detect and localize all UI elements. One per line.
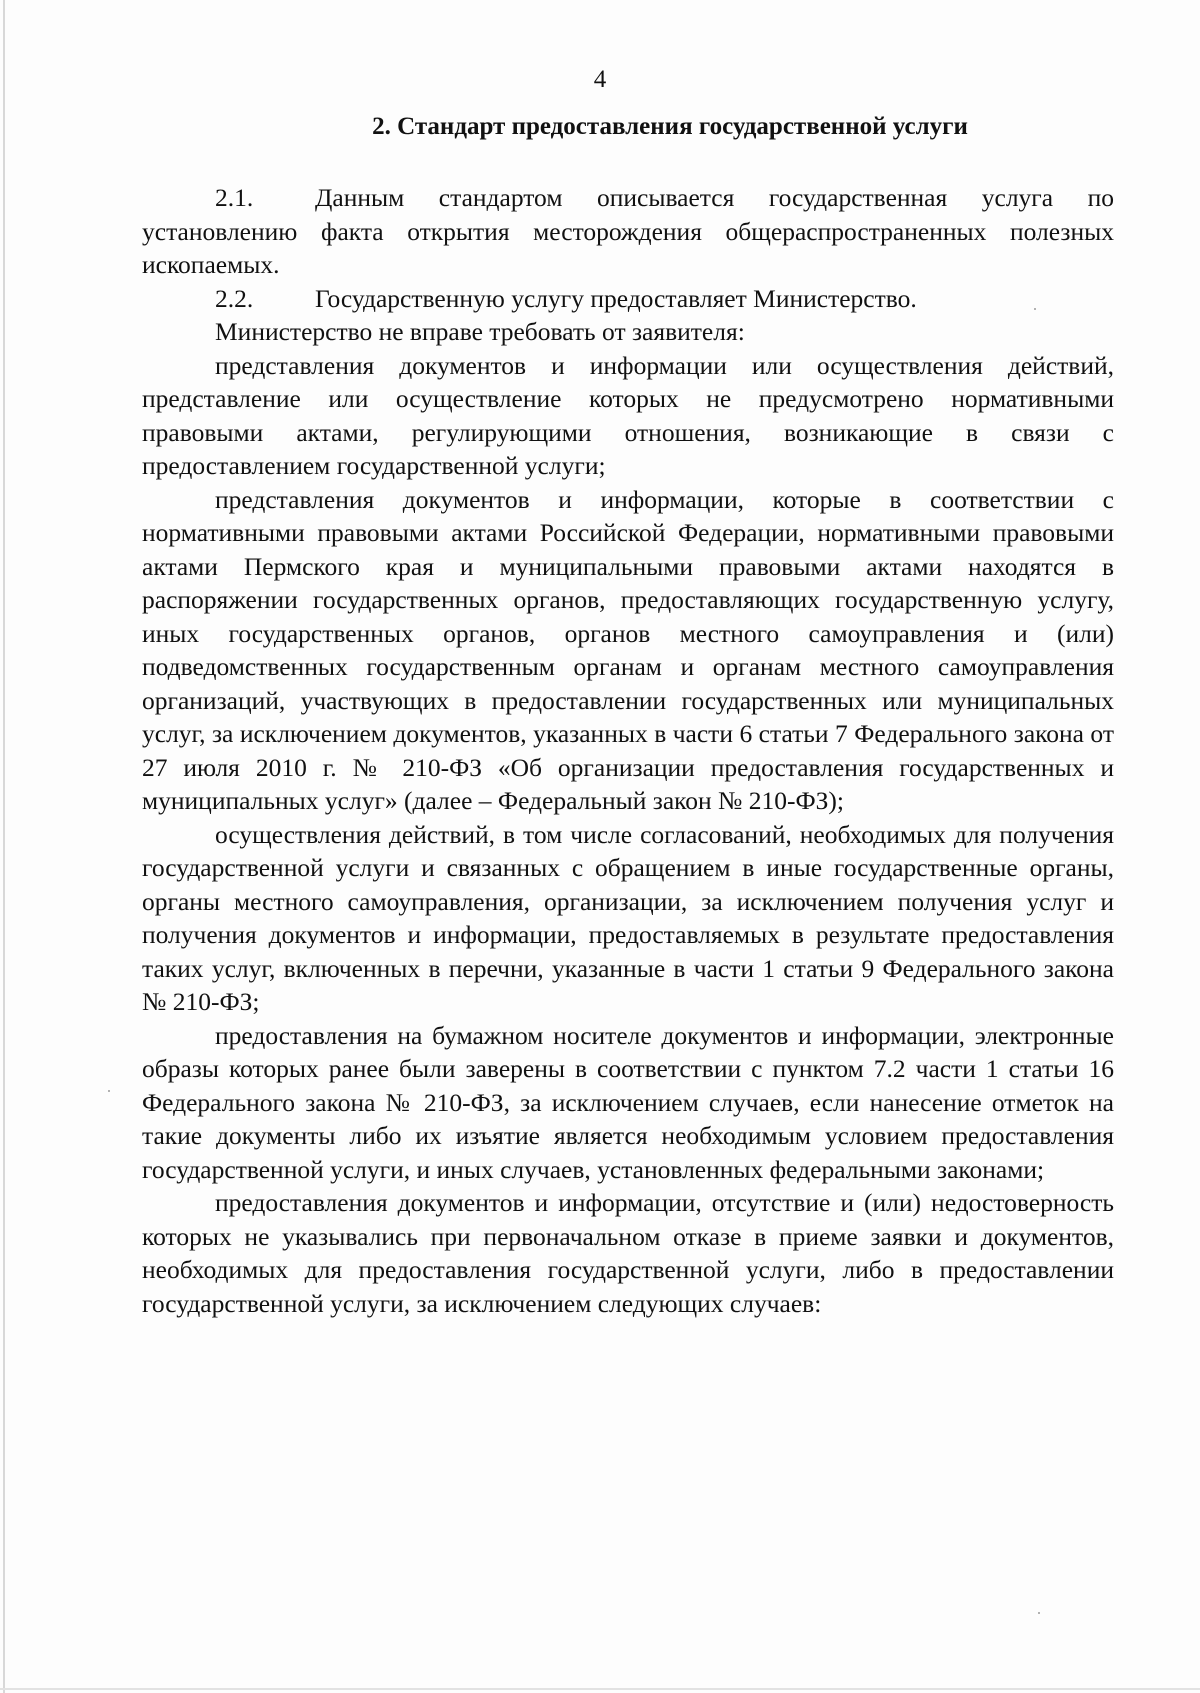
paragraph-text: Государственную услугу предоставляет Министерство. [315,283,917,313]
clause-5: предоставления документов и информации, отсутствие и (или) недостоверность которых не указывались при первоначальном отказе в приеме заявки и документов, необходимых для предоставления государственной услуги, либо в предоставлении государственной услуги, за исключением следующих случаев: [142,1188,1114,1318]
section-title: 2. Стандарт предоставления государственной услуги [372,113,968,140]
paragraph-2-2 [142,282,1114,316]
clause-1: представления документов и информации или осуществления действий, представление или осуществление которых не предусмотрено нормативными правовыми актами, регулирующими отношения, возникающие в связи с предоставлением государственной услуги; [142,350,1114,480]
scan-edge-left [3,0,5,1693]
body-text [142,181,1114,1320]
paragraph-2-1 [142,181,1114,282]
clause-2: представления документов и информации, которые в соответствии с нормативными правовыми актами Российской Федерации, нормативными правовыми актами Пермского края и муниципальными правовыми актами находятся в распоряжении государственных органов, предоставляющих государственную услугу, иных государственных органов, органов местного самоуправления и (или) подведомственных государственным органам и органам местного самоуправления организаций, участвующих в предоставлении государственных или муниципальных услуг, за исключением документов, указанных в части 6 статьи 7 Федерального закона от 27 июля 2010 г. № 210-ФЗ «Об организации предоставления государственных и муниципальных услуг» (далее – Федеральный закон № 210-ФЗ); [142,484,1114,815]
paragraph-text: Данным стандартом описывается государственная услуга по установлению факта открытия месторождения общераспространенных полезных ископаемых. [142,183,1114,279]
paragraph-number: 2.1. [215,183,254,212]
paragraph-number: 2.2. [215,283,254,313]
clause-3: осуществления действий, в том числе согласований, необходимых для получения государственной услуги и связанных с обращением в иные государственные органы, органы местного самоуправления, организации, за исключением получения услуг и получения документов и информации, предоставляемых в результате предоставления таких услуг, включенных в перечни, указанные в части 1 статьи 9 Федерального закона № 210-ФЗ; [142,819,1114,1016]
page-number: 4 [593,66,607,93]
scan-speck [108,1090,110,1092]
scan-edge-bottom [0,1688,1200,1690]
scan-speck [1038,1612,1040,1614]
scan-speck [1034,308,1036,310]
clause-4: предоставления на бумажном носителе документов и информации, электронные образы которых ранее были заверены в соответствии с пунктом 7.2 части 1 статьи 16 Федерального закона № 210-ФЗ, за исключением случаев, если нанесение отметок на такие документы либо их изъятие является необходимым условием предоставления государственной услуги, и иных случаев, установленных федеральными законами; [142,1020,1114,1184]
ministry-intro: Министерство не вправе требовать от заявителя: [215,317,745,346]
